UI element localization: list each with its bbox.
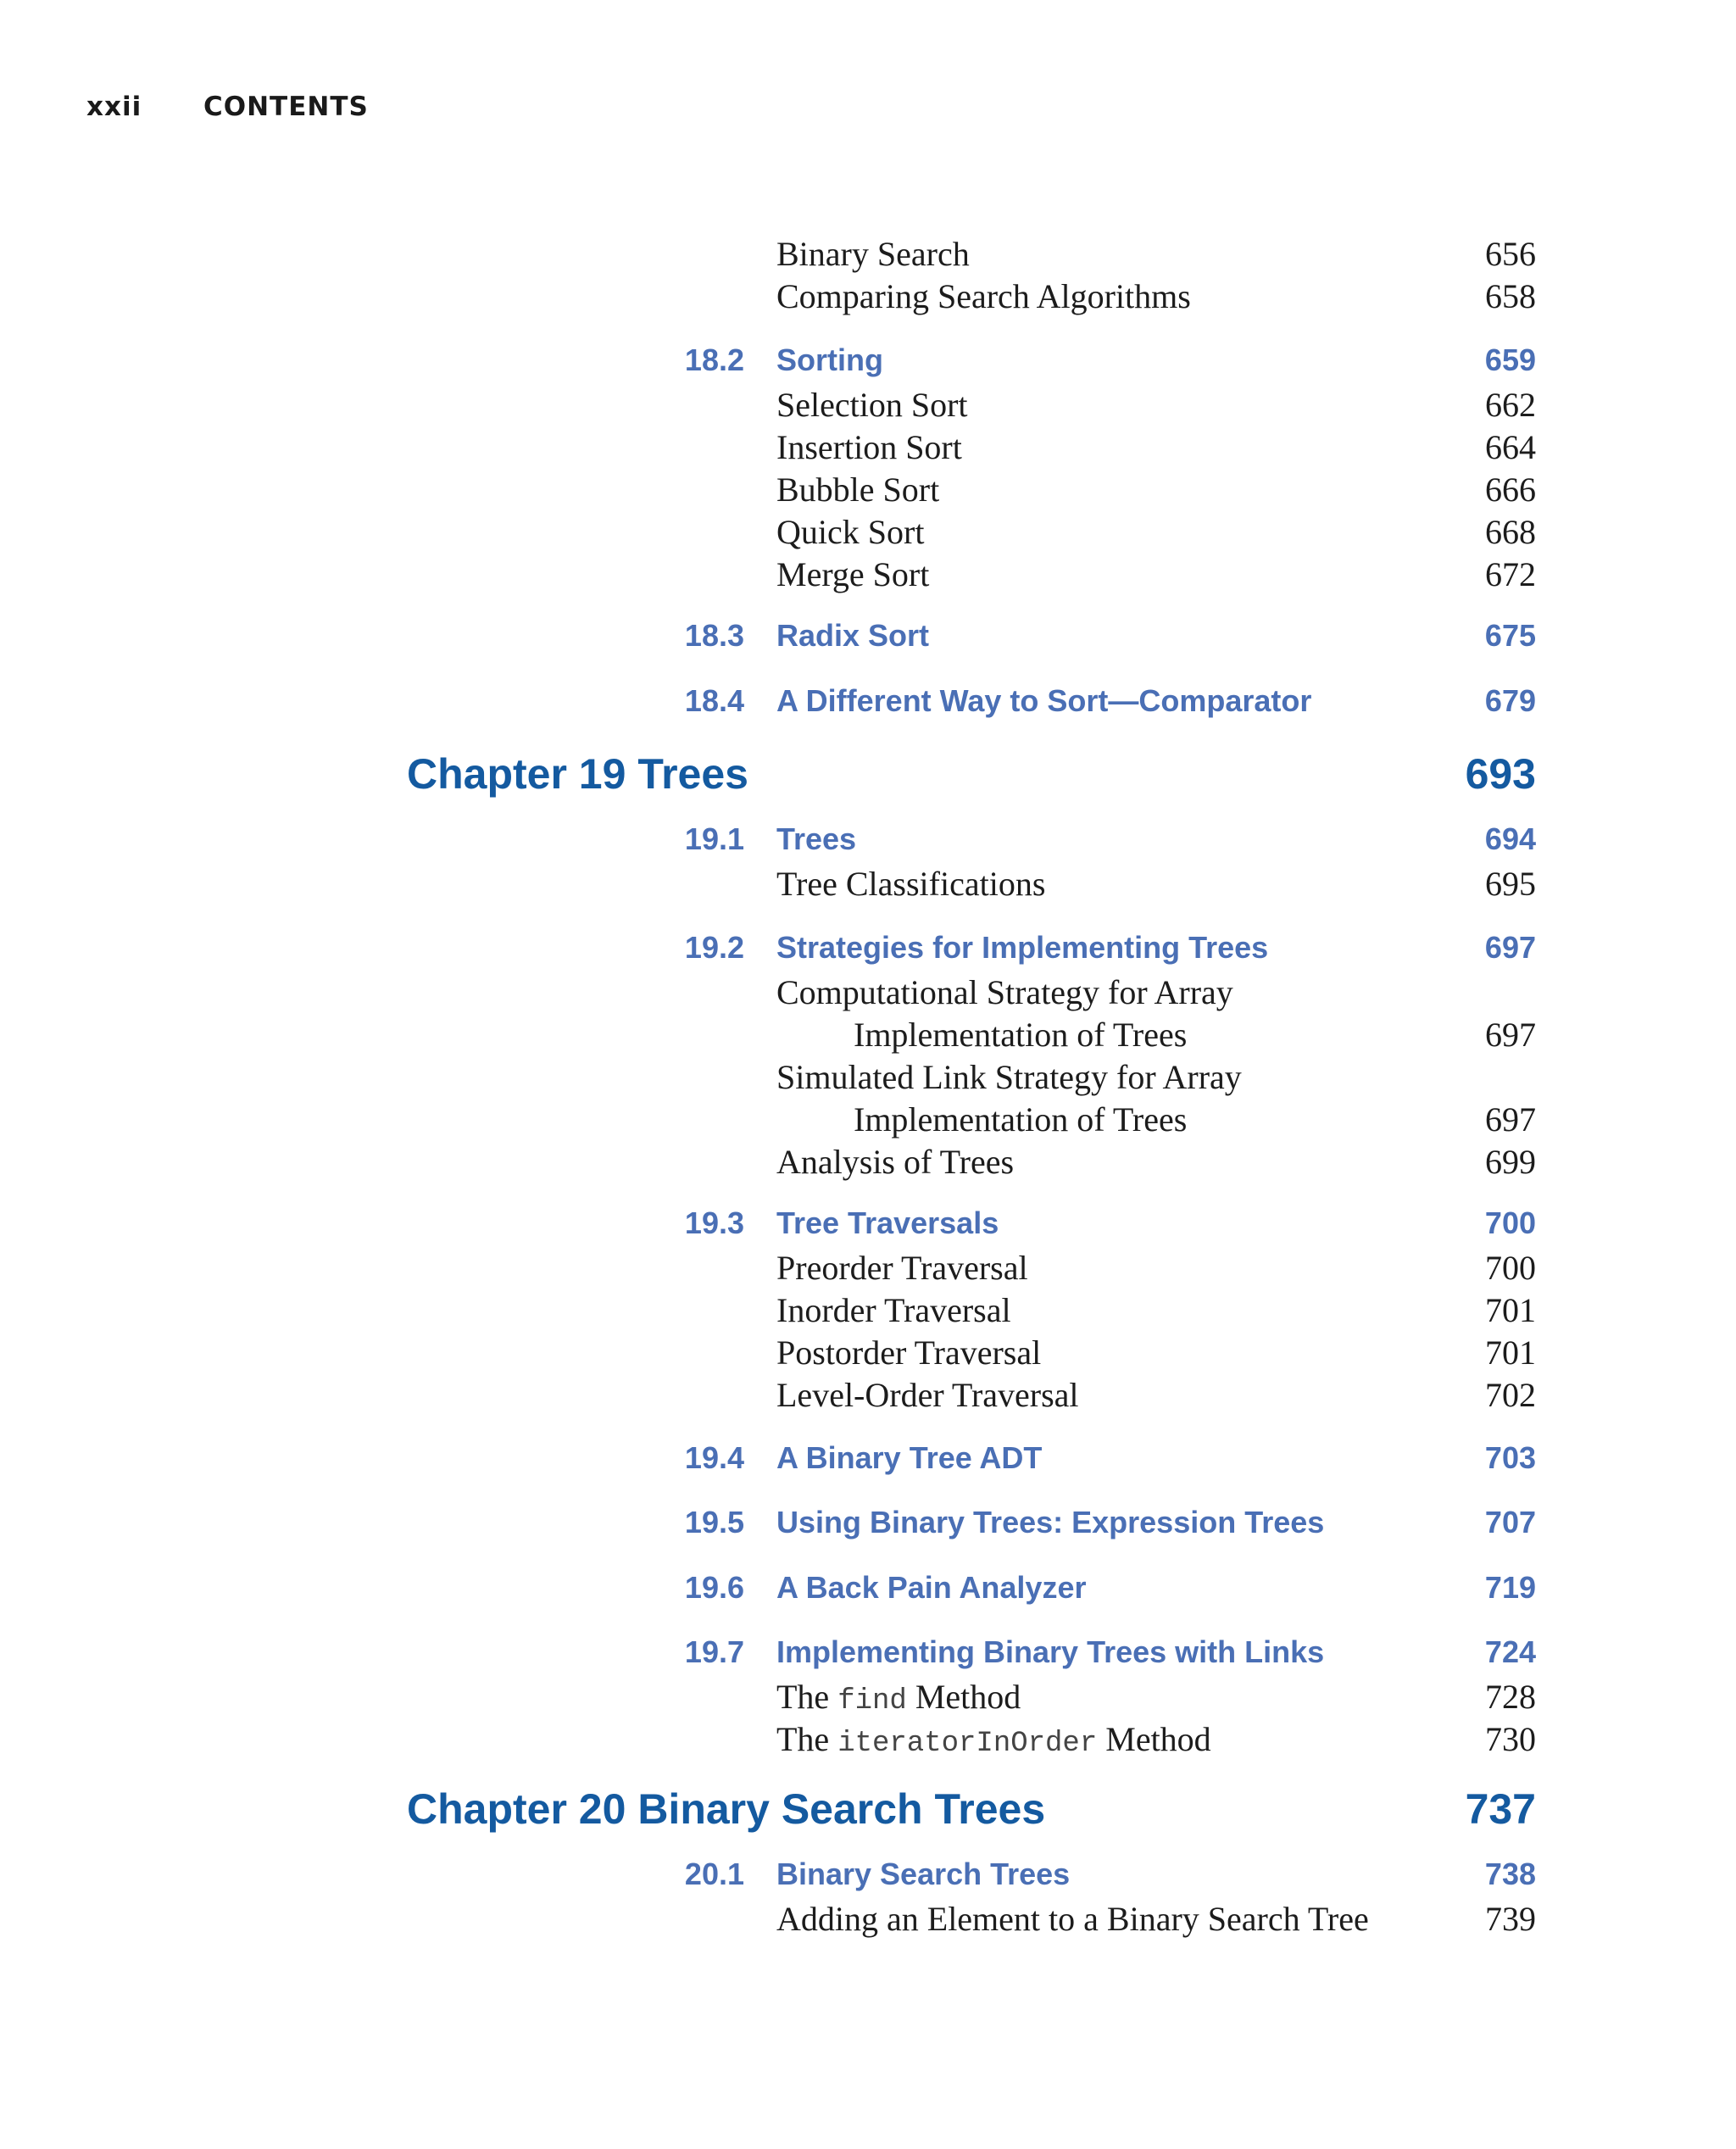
- title-prefix: The: [776, 1720, 838, 1758]
- section-number: 19.3: [684, 1205, 744, 1240]
- entry-title: A Binary Tree ADT: [776, 1440, 1043, 1475]
- entry-title: [776, 1677, 1021, 1718]
- entry-title: Strategies for Implementing Trees: [776, 930, 1269, 965]
- page-number: 672: [1485, 555, 1536, 593]
- entry-title: A Back Pain Analyzer: [776, 1570, 1087, 1605]
- entry-title: Implementation of Trees: [854, 1100, 1188, 1139]
- entry-title: Trees: [776, 821, 857, 856]
- entry-title: Binary Search: [776, 235, 970, 273]
- entry-title: Analysis of Trees: [776, 1143, 1015, 1181]
- title-suffix: Method: [1097, 1720, 1211, 1758]
- page-folio: xxii: [86, 92, 142, 122]
- section-number: 19.4: [684, 1440, 744, 1475]
- entry-title: Simulated Link Strategy for Array: [776, 1058, 1242, 1096]
- page-number: 719: [1484, 1570, 1536, 1605]
- section-number: 19.7: [684, 1634, 744, 1669]
- entry-title: Comparing Search Algorithms: [776, 277, 1191, 315]
- running-title: CONTENTS: [203, 92, 369, 122]
- entry-title: Implementing Binary Trees with Links: [776, 1634, 1325, 1669]
- page-number: 724: [1484, 1634, 1536, 1669]
- page-number: 697: [1484, 930, 1536, 965]
- entry-title: Using Binary Trees: Expression Trees: [776, 1505, 1325, 1539]
- subsection-entry: [0, 864, 1736, 915]
- page-number: 694: [1484, 821, 1536, 856]
- entry-title: [776, 1719, 1211, 1760]
- page-number: 662: [1485, 386, 1536, 424]
- section-entry: [0, 1505, 1736, 1556]
- section-number: 19.2: [684, 930, 744, 965]
- page-number: 693: [1465, 750, 1536, 798]
- subsection-entry: [0, 276, 1736, 327]
- page-number: 658: [1485, 277, 1536, 315]
- title-prefix: The: [776, 1678, 838, 1716]
- entry-title: Selection Sort: [776, 386, 968, 424]
- page-number: 697: [1485, 1100, 1536, 1139]
- section-number: 20.1: [684, 1857, 744, 1891]
- page-number: 666: [1485, 470, 1536, 509]
- entry-title: Radix Sort: [776, 618, 930, 653]
- page-number: 697: [1485, 1016, 1536, 1054]
- page-number: 695: [1485, 865, 1536, 903]
- code-identifier: iteratorInOrder: [837, 1728, 1098, 1760]
- page-number: 668: [1485, 513, 1536, 551]
- page-number: 675: [1484, 618, 1536, 653]
- entry-title: Computational Strategy for Array: [776, 973, 1233, 1011]
- entry-title: Level-Order Traversal: [776, 1376, 1079, 1414]
- section-number: 18.4: [684, 683, 744, 718]
- entry-title: Postorder Traversal: [776, 1333, 1042, 1372]
- page-number: 703: [1484, 1440, 1536, 1475]
- entry-title: Quick Sort: [776, 513, 925, 551]
- section-entry: [0, 618, 1736, 669]
- page-number: 700: [1484, 1205, 1536, 1240]
- entry-title: Merge Sort: [776, 555, 930, 593]
- section-entry: [0, 683, 1736, 734]
- entry-title: Adding an Element to a Binary Search Tree: [776, 1900, 1369, 1938]
- entry-title: Insertion Sort: [776, 428, 962, 466]
- section-number: 19.6: [684, 1570, 744, 1605]
- subsection-entry: [0, 1899, 1736, 1950]
- section-number: 19.1: [684, 821, 744, 856]
- chapter-entry: [0, 1784, 1736, 1835]
- code-identifier: find: [837, 1685, 907, 1718]
- page-number: 701: [1485, 1291, 1536, 1329]
- page-number: 701: [1485, 1333, 1536, 1372]
- page-number: 728: [1485, 1678, 1536, 1716]
- page-number: 699: [1485, 1143, 1536, 1181]
- page-number: 679: [1484, 683, 1536, 718]
- chapter-title: Chapter 20 Binary Search Trees: [407, 1785, 1046, 1833]
- page-number: 702: [1485, 1376, 1536, 1414]
- entry-title: A Different Way to Sort—Comparator: [776, 683, 1312, 718]
- entry-title: Tree Traversals: [776, 1205, 999, 1240]
- section-entry: [0, 1440, 1736, 1491]
- page-number: 659: [1484, 342, 1536, 377]
- section-number: 18.3: [684, 618, 744, 653]
- page-number: 730: [1485, 1720, 1536, 1758]
- entry-title: Preorder Traversal: [776, 1249, 1028, 1287]
- entry-title: Tree Classifications: [776, 865, 1046, 903]
- chapter-entry: [0, 749, 1736, 800]
- page-number: 700: [1485, 1249, 1536, 1287]
- page-number: 707: [1484, 1505, 1536, 1539]
- title-suffix: Method: [906, 1678, 1021, 1716]
- section-entry: [0, 1570, 1736, 1621]
- subsection-entry: [0, 1142, 1736, 1193]
- subsection-entry: [0, 1719, 1736, 1770]
- entry-title: Inorder Traversal: [776, 1291, 1011, 1329]
- subsection-entry: [0, 1375, 1736, 1426]
- subsection-entry: [0, 554, 1736, 605]
- page-number: 738: [1484, 1857, 1536, 1891]
- entry-title: Binary Search Trees: [776, 1857, 1071, 1891]
- entry-title: Sorting: [776, 342, 883, 377]
- section-number: 19.5: [684, 1505, 744, 1539]
- chapter-title: Chapter 19 Trees: [407, 750, 748, 798]
- entry-title: Implementation of Trees: [854, 1016, 1188, 1054]
- page-number: 739: [1485, 1900, 1536, 1938]
- section-number: 18.2: [684, 342, 744, 377]
- page-number: 656: [1485, 235, 1536, 273]
- page-number: 737: [1465, 1785, 1536, 1833]
- page-number: 664: [1485, 428, 1536, 466]
- entry-title: Bubble Sort: [776, 470, 940, 509]
